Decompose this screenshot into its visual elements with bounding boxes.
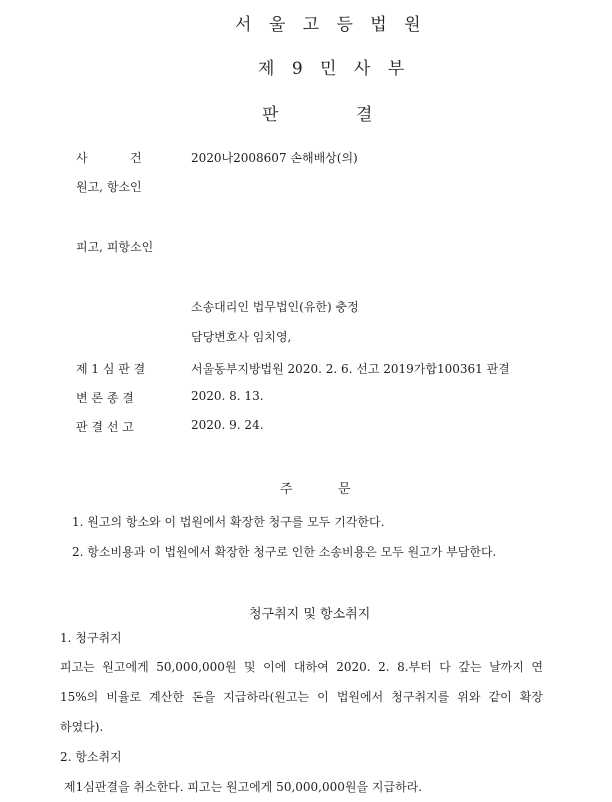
appeal-heading: 2. 항소취지 xyxy=(60,750,122,764)
claims-title: 청구취지 및 항소취지 xyxy=(249,607,371,622)
judgment-date-label: 판 결 선 고 xyxy=(76,420,134,434)
disposition-item-2: 2. 항소비용과 이 법원에서 확장한 청구로 인한 소송비용은 모두 원고가 부담한다. xyxy=(72,545,497,559)
document-type-char-1: 판 xyxy=(262,105,285,125)
case-number: 2020나2008607 손해배상(의) xyxy=(191,151,358,165)
claim-line-3: 하였다). xyxy=(60,720,104,734)
disposition-item-1: 1. 원고의 항소와 이 법원에서 확장한 청구를 모두 기각한다. xyxy=(72,515,385,529)
claim-line-1: 피고는 원고에게 50,000,000원 및 이에 대하여 2020. 2. 8.부터 다 갚는 날까지 연 xyxy=(60,660,543,674)
claim-heading: 1. 청구취지 xyxy=(60,631,122,645)
case-label-char-2: 건 xyxy=(130,151,142,165)
hearing-closed-date: 2020. 8. 13. xyxy=(191,389,264,403)
document-type-char-2: 결 xyxy=(356,105,379,125)
case-label-char-1: 사 xyxy=(76,151,88,165)
court-name: 서 울 고 등 법 원 xyxy=(235,15,427,35)
claim-line-2: 15%의 비율로 계산한 돈을 지급하라(원고는 이 법원에서 청구취지를 위와 같이 확장 xyxy=(60,690,543,704)
appeal-line: 제1심판결을 취소한다. 피고는 원고에게 50,000,000원을 지급하라. xyxy=(64,780,423,794)
first-instance-value: 서울동부지방법원 2020. 2. 6. 선고 2019가합100361 판결 xyxy=(191,362,510,376)
attorney-line: 담당변호사 임치영, xyxy=(191,330,292,344)
judgment-date: 2020. 9. 24. xyxy=(191,418,264,432)
counsel-line: 소송대리인 법무법인(유한) 충정 xyxy=(191,300,359,314)
plaintiff-label: 원고, 항소인 xyxy=(76,180,142,194)
defendant-label: 피고, 피항소인 xyxy=(76,240,154,254)
disposition-title-char-1: 주 xyxy=(280,482,293,497)
disposition-title-char-2: 문 xyxy=(338,482,351,497)
hearing-closed-label: 변 론 종 결 xyxy=(76,391,134,405)
division-name: 제 9 민 사 부 xyxy=(258,59,411,79)
first-instance-label: 제 1 심 판 결 xyxy=(76,362,146,376)
